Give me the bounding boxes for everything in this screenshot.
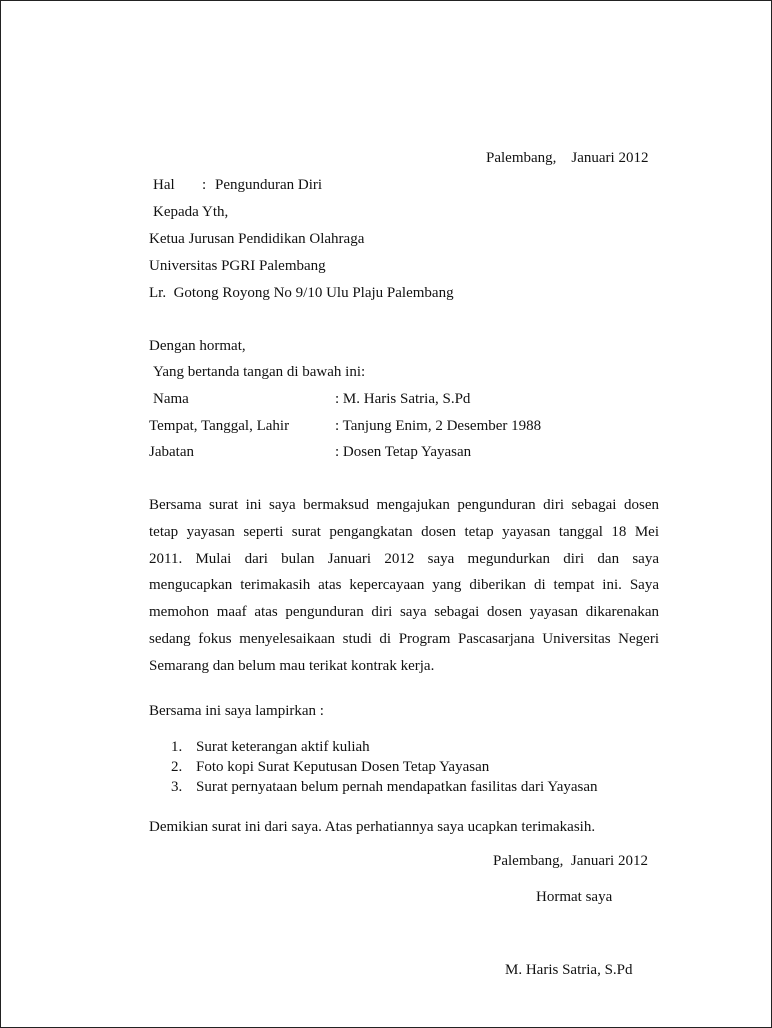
signature-regards: Hormat saya — [536, 889, 613, 905]
body-line: 2011. Mulai dari bulan Januari 2012 saya megundurkan diri dan saya — [149, 550, 659, 567]
signer-name: M. Haris Satria, S.Pd — [505, 962, 633, 978]
intro-text: Yang bertanda tangan di bawah ini: — [153, 364, 366, 380]
closing-text: Demikian surat ini dari saya. Atas perhatiannya saya ucapkan terimakasih. — [149, 819, 596, 835]
body-line: tetap yayasan seperti surat pengangkatan dosen tetap yayasan tanggal 18 Mei — [149, 523, 659, 540]
list-item-number: 1. — [171, 739, 183, 755]
body-line: Bersama surat ini saya bermaksud mengajukan pengunduran diri sebagai dosen — [149, 497, 659, 513]
identity-label: Tempat, Tanggal, Lahir — [149, 418, 290, 434]
recipient-greeting: Kepada Yth, — [153, 204, 229, 220]
list-item-text: Surat keterangan aktif kuliah — [196, 739, 370, 755]
identity-value: : Tanjung Enim, 2 Desember 1988 — [335, 418, 542, 434]
salutation: Dengan hormat, — [149, 338, 246, 354]
identity-value: : M. Haris Satria, S.Pd — [335, 391, 471, 407]
subject-value: Pengunduran Diri — [215, 177, 323, 193]
list-item-number: 2. — [171, 759, 183, 775]
signature-date: Palembang, Januari 2012 — [493, 853, 648, 869]
recipient-line: Ketua Jurusan Pendidikan Olahraga — [149, 231, 365, 247]
attachments-intro: Bersama ini saya lampirkan : — [149, 703, 324, 719]
recipient-line: Universitas PGRI Palembang — [149, 258, 326, 274]
header-date: Palembang, Januari 2012 — [486, 150, 649, 166]
body-paragraph — [149, 492, 659, 680]
list-item-text: Foto kopi Surat Keputusan Dosen Tetap Yayasan — [196, 759, 490, 775]
list-item-number: 3. — [171, 779, 183, 795]
identity-label: Nama — [153, 391, 189, 407]
identity-value: : Dosen Tetap Yayasan — [335, 444, 472, 460]
subject-colon: : — [202, 177, 207, 193]
recipient-line: Lr. Gotong Royong No 9/10 Ulu Plaju Palembang — [149, 285, 454, 301]
list-item-text: Surat pernyataan belum pernah mendapatkan fasilitas dari Yayasan — [196, 779, 598, 795]
body-line: mengucapkan terimakasih atas kepercayaan yang diberikan di tempat ini. Saya — [149, 577, 659, 594]
subject-label: Hal — [153, 177, 175, 193]
identity-label: Jabatan — [149, 444, 194, 460]
body-line: Semarang dan belum mau terikat kontrak kerja. — [149, 657, 435, 674]
body-line: sedang fokus menyelesaikaan studi di Program Pascasarjana Universitas Negeri — [149, 630, 659, 647]
body-line: memohon maaf atas pengunduran diri saya sebagai dosen yayasan dikarenakan — [149, 604, 659, 621]
